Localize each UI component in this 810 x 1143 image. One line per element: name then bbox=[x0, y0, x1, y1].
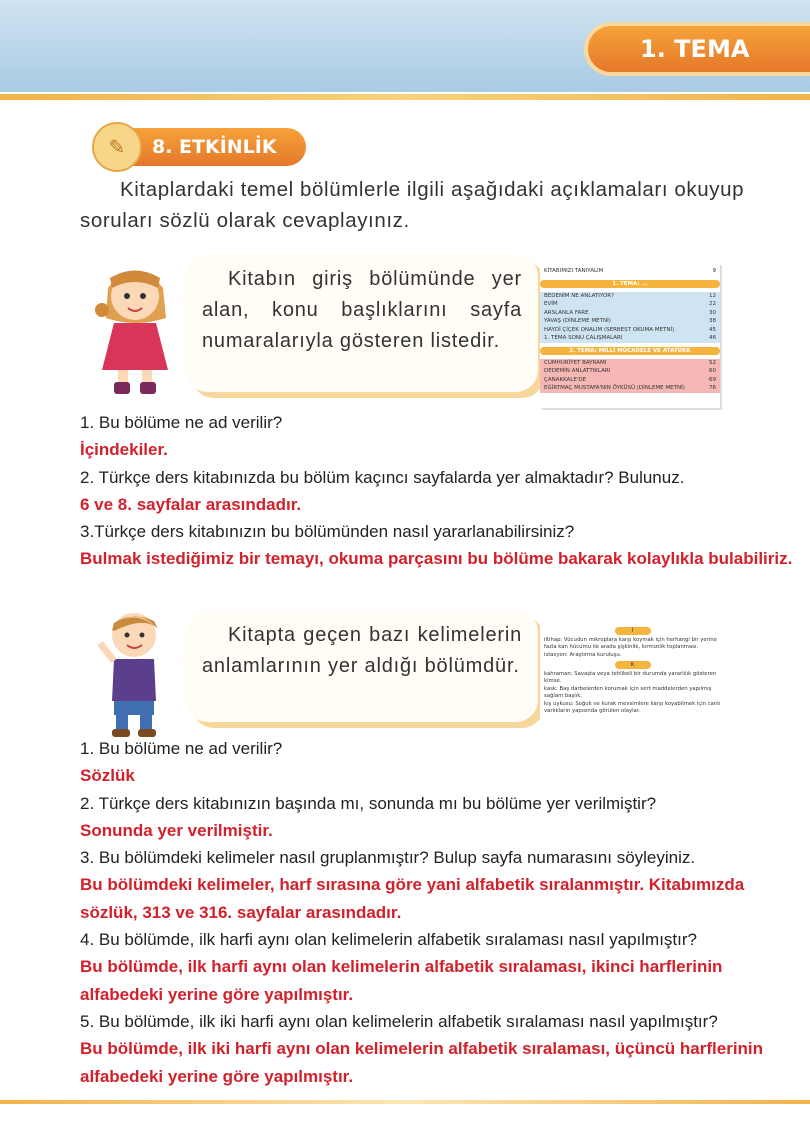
question-text: 2. Türkçe ders kitabınızda bu bölüm kaçıncı sayfalarda yer almaktadır? Bulunuz. bbox=[80, 467, 685, 487]
answer-text: Sözlük bbox=[80, 766, 135, 786]
toc-section-2 bbox=[540, 359, 720, 393]
toc-label: EVİM bbox=[544, 301, 558, 307]
glossary-letter: İ bbox=[615, 627, 651, 635]
glossary-thumbnail bbox=[540, 623, 725, 733]
answer-text: 6 ve 8. sayfalar arasındadır. bbox=[80, 494, 302, 514]
toc-row bbox=[540, 300, 720, 309]
toc-row bbox=[540, 376, 720, 385]
toc-label: ÇANAKKALE'DE bbox=[544, 376, 587, 383]
boy-illustration-icon bbox=[92, 603, 177, 738]
toc-row bbox=[540, 334, 720, 343]
questions-section-1 bbox=[80, 409, 800, 573]
speech-bubble-definition: Kitapta geçen bazı kelimelerin anlamlarının yer aldığı bölümdür. bbox=[186, 610, 538, 722]
glossary-entry: kask: Baş darbelerden korumak için sert maddelerden yapılmış sağlam başlık. bbox=[544, 686, 712, 699]
toc-label: KİTABIMIZI TANIYALIM bbox=[544, 268, 604, 274]
theme-badge: 1. TEMA bbox=[588, 26, 810, 72]
toc-label: HAYDİ ÇİÇEK ONALIM (SERBEST OKUMA METNİ) bbox=[544, 326, 675, 333]
glossary-entry: istasyon: Araştırma kuruluşu. bbox=[544, 652, 622, 658]
toc-row bbox=[540, 326, 720, 335]
toc-row bbox=[540, 384, 720, 393]
toc-row bbox=[540, 359, 720, 368]
toc-page: 60 bbox=[709, 368, 716, 374]
toc-page: 69 bbox=[709, 376, 716, 383]
answer-text: Bu bölümde, ilk harfi aynı olan kelimelerin alfabetik sıralaması, ikinci harflerinin alfabedeki yerine göre yapılmıştır. bbox=[80, 957, 723, 1004]
answer-text: Bu bölümde, ilk iki harfi aynı olan kelimelerin alfabetik sıralaması, üçüncü harflerinin alfabedeki yerine göre yapılmıştır. bbox=[80, 1039, 764, 1086]
toc-label: ARSLANLA FARE bbox=[544, 309, 589, 316]
toc-label: DEDEMİN ANLATTIKLARI bbox=[544, 368, 611, 374]
footer-divider bbox=[0, 1100, 810, 1104]
table-of-contents-thumbnail bbox=[540, 263, 720, 408]
glossary-entry: kış uykusu: Soğuk ve kurak mevsimlere karşı koyabilmek için canlı varlıkların yapısında görülen olaylar. bbox=[544, 701, 721, 714]
question-text: 2. Türkçe ders kitabınızın başında mı, sonunda mı bu bölüme yer verilmiştir? bbox=[80, 793, 657, 813]
toc-page: 76 bbox=[709, 385, 716, 391]
answer-text: İçindekiler. bbox=[80, 440, 168, 460]
toc-row bbox=[540, 317, 720, 326]
activity-instruction: Kitaplardaki temel bölümlerle ilgili aşağıdaki açıklamaları okuyup soruları sözlü olarak cevaplayınız. bbox=[80, 178, 745, 232]
question-text: 5. Bu bölümde, ilk iki harfi aynı olan kelimelerin alfabetik sıralaması nasıl yapılmıştır? bbox=[80, 1011, 718, 1031]
toc-label: YAVAŞ (DİNLEME METNİ) bbox=[544, 318, 611, 324]
answer-text: Sonunda yer verilmiştir. bbox=[80, 820, 273, 840]
glossary-entry: iltihap: Vücudun mikroplara karşı koymak için herhangi bir yerine fazla kan hücumu ile arada şişkinlik, kırmızılık toplanması. bbox=[544, 637, 717, 650]
toc-page: 45 bbox=[709, 326, 716, 333]
header-divider bbox=[0, 94, 810, 100]
toc-row bbox=[540, 367, 720, 376]
glossary-letter: K bbox=[615, 661, 651, 669]
toc-page: 52 bbox=[709, 359, 716, 366]
toc-page: 30 bbox=[709, 309, 716, 316]
glossary-entry: kahraman: Savaşta veya tehlikeli bir durumda yararlılık gösteren kimse. bbox=[544, 671, 717, 684]
question-text: 1. Bu bölüme ne ad verilir? bbox=[80, 739, 283, 758]
toc-label: 1. TEMA SONU ÇALIŞMALARI bbox=[544, 335, 623, 341]
toc-theme-band: 1. TEMA: ... bbox=[540, 280, 720, 288]
toc-label: BEDENİM NE ANLATIYOR? bbox=[544, 292, 615, 299]
toc-page: 12 bbox=[709, 292, 716, 299]
answer-text: Bu bölümdeki kelimeler, harf sırasına göre yani alfabetik sıralanmıştır. Kitabımızda sözlük, 313 ve 316. sayfalar arasındadır. bbox=[80, 875, 745, 922]
toc-section-1 bbox=[540, 292, 720, 343]
speech-bubble-definition: Kitabın giriş bölümünde yer alan, konu başlıklarını sayfa numaralarıyla gösteren listedir. bbox=[186, 254, 538, 392]
toc-row bbox=[540, 309, 720, 318]
toc-row bbox=[540, 292, 720, 301]
toc-page: 38 bbox=[709, 318, 716, 324]
questions-section-2 bbox=[80, 735, 800, 1090]
toc-page: 22 bbox=[709, 301, 716, 307]
activity-icon: ✎ bbox=[92, 122, 142, 172]
question-text: 1. Bu bölüme ne ad verilir? bbox=[80, 413, 283, 432]
toc-theme-band: 2. TEMA: MİLLİ MÜCADELE VE ATATÜRK bbox=[540, 347, 720, 355]
toc-page: 9 bbox=[712, 268, 716, 274]
toc-page: 46 bbox=[709, 335, 716, 341]
question-text: 4. Bu bölümde, ilk harfi aynı olan kelimelerin alfabetik sıralaması nasıl yapılmıştır? bbox=[80, 930, 697, 950]
toc-row bbox=[540, 267, 720, 276]
question-text: 3. Bu bölümdeki kelimeler nasıl gruplanmıştır? Bulup sayfa numarasını söyleyiniz. bbox=[80, 848, 696, 868]
activity-badge: 8. ETKİNLİK bbox=[100, 128, 306, 166]
toc-label: EĞİRTMAÇ MUSTAFA'NIN ÖYKÜSÜ (DİNLEME METNİ) bbox=[544, 385, 685, 391]
toc-label: CUMHURİYET BAYRAMI bbox=[544, 359, 607, 366]
question-text: 3.Türkçe ders kitabınızın bu bölümünden nasıl yararlanabilirsiniz? bbox=[80, 522, 575, 542]
answer-text: Bulmak istediğimiz bir temayı, okuma parçasını bu bölüme bakarak kolaylıkla bulabiliriz. bbox=[80, 549, 793, 569]
girl-illustration-icon bbox=[88, 248, 183, 396]
